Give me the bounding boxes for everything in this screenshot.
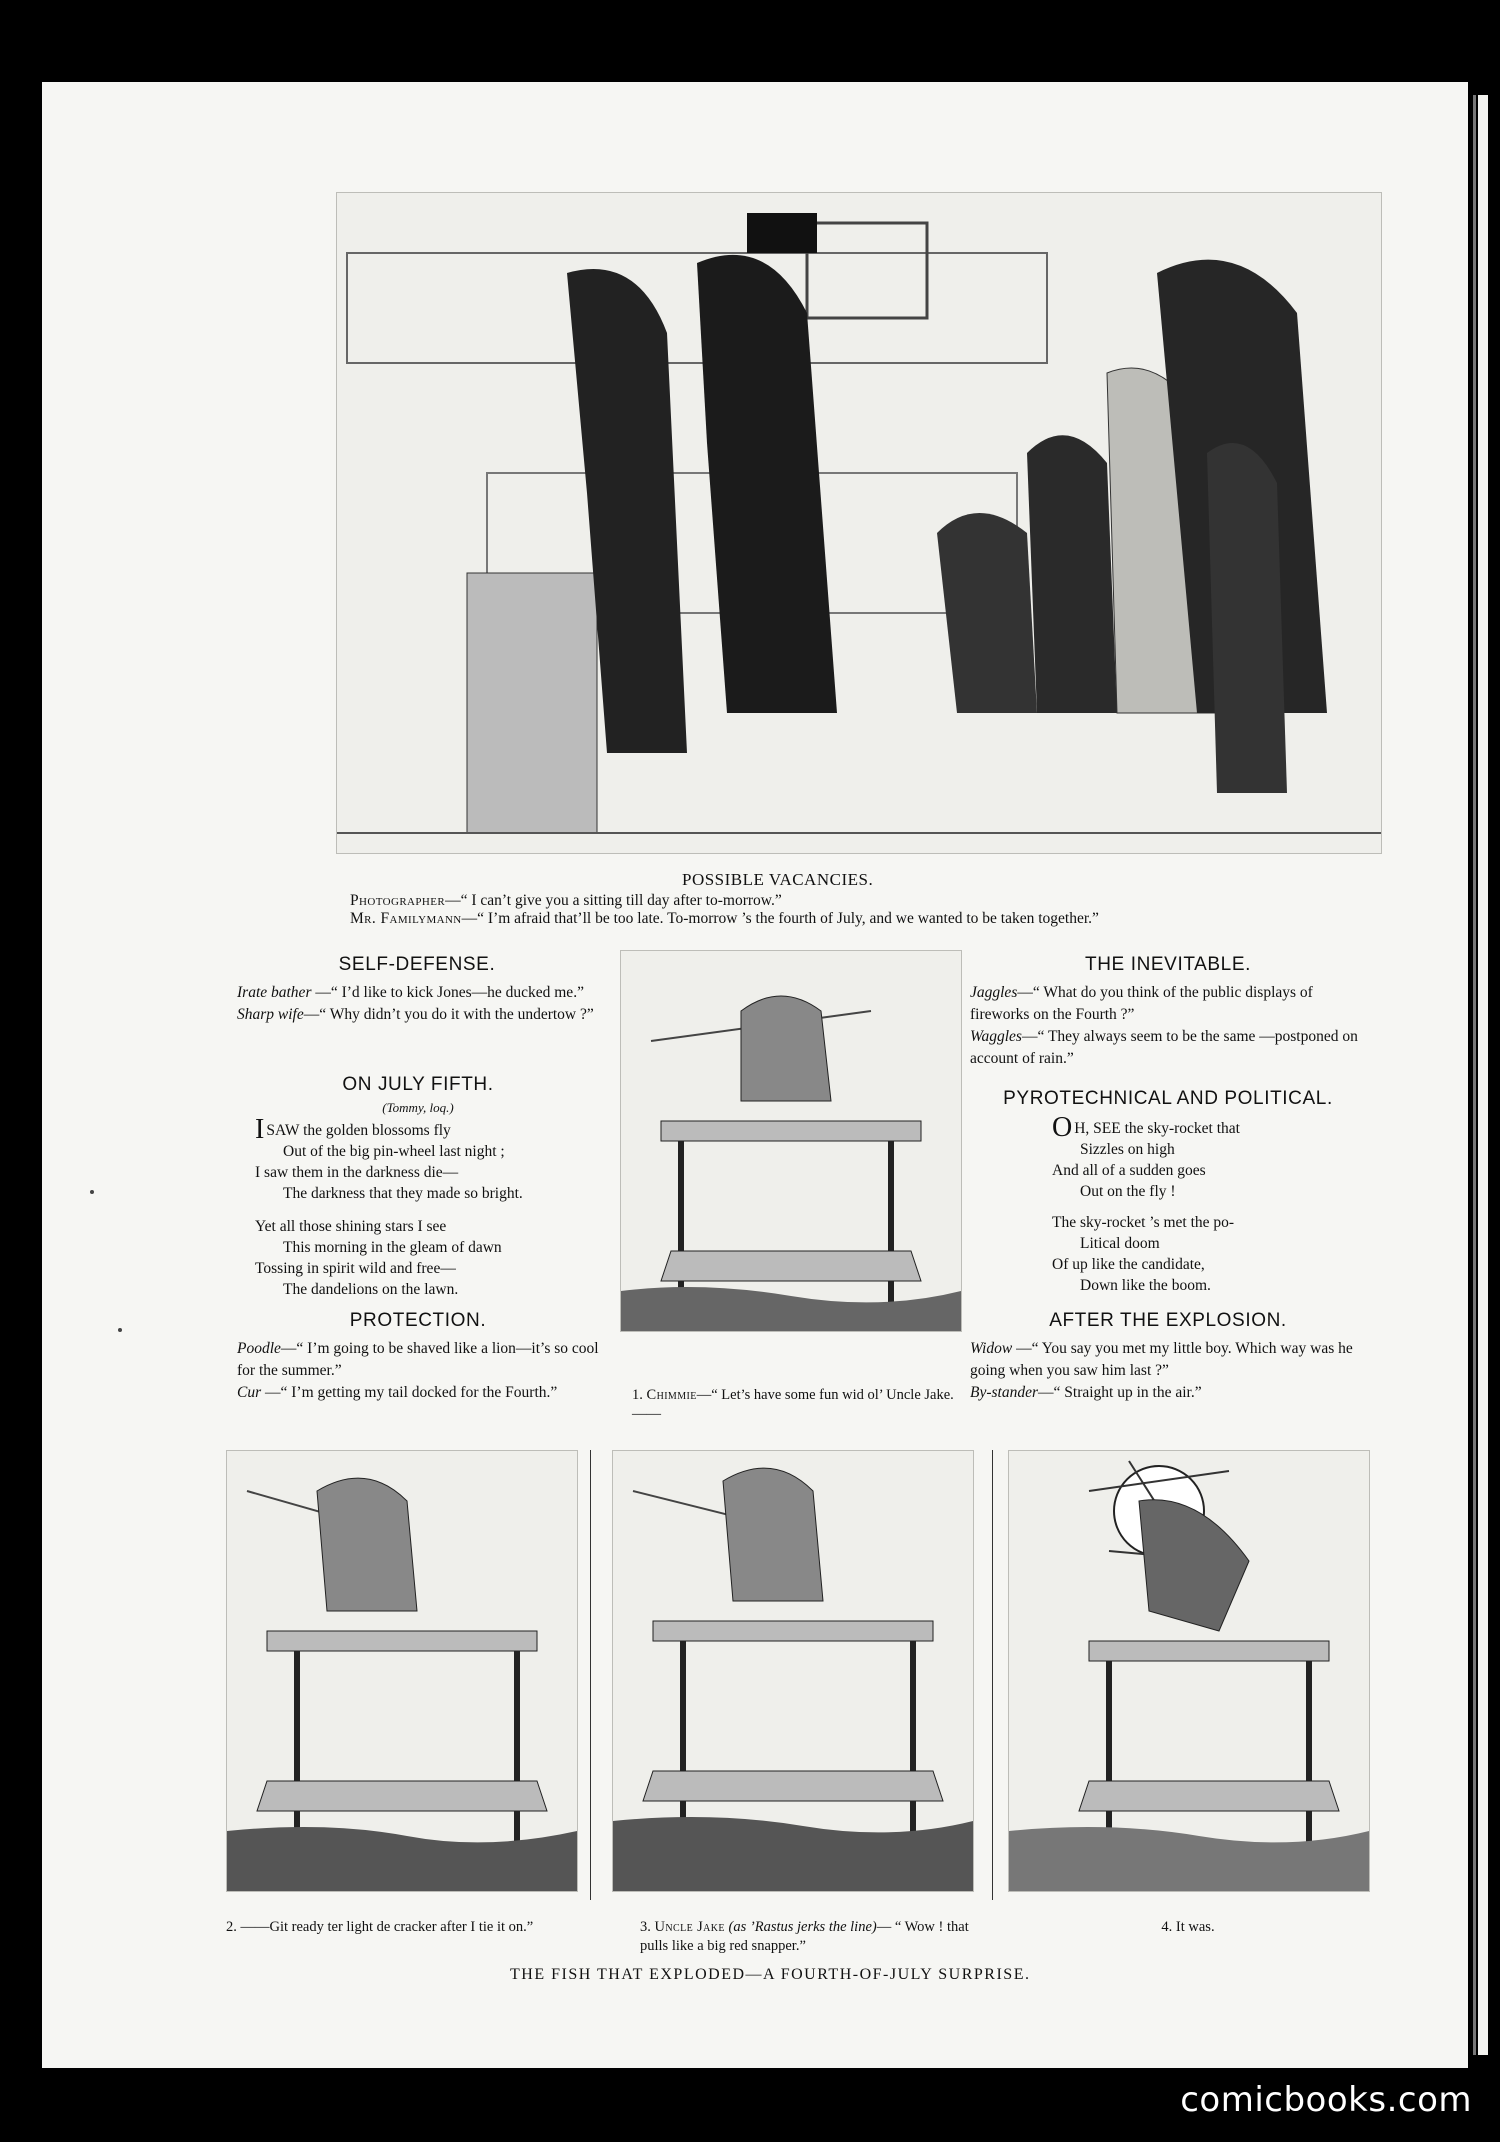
panel-4-caption: 4. It was. — [1161, 1919, 1215, 1935]
panel-1-caption: 1. Chimmie—“ Let’s have some fun wid ol’ Uncle Jake.—— — [632, 1387, 954, 1422]
adjacent-page — [1478, 95, 1488, 2055]
comic-panel-2 — [226, 1450, 578, 1892]
poem-july-fifth: ISAW the golden blossoms fly Out of the big pin-wheel last night ; I saw them in the darkness die— The darkness that they made so bright. Yet all those shining stars I see This morning in the gleam of dawn Tossing in spirit wild and free— The dandelions on the lawn. — [255, 1114, 523, 1298]
comic-title: THE FISH THAT EXPLODED—A FOURTH-OF-JULY SURPRISE. — [510, 1966, 1031, 1983]
illustration-photographer-family — [336, 192, 1382, 854]
heading-inevitable: THE INEVITABLE. — [1085, 954, 1251, 975]
scan-speck — [90, 1190, 94, 1194]
comic-panel-1 — [620, 950, 962, 1332]
self-defense-text: Irate bather —“ I’d like to kick Jones—he ducked me.” Sharp wife—“ Why didn’t you do it with the undertow ?” — [237, 984, 594, 1023]
panel-2-caption: 2. ——Git ready ter light de cracker after I tie it on.” — [226, 1919, 534, 1935]
panel-divider-2 — [992, 1450, 993, 1900]
comic-panel-4 — [1008, 1450, 1370, 1892]
heading-after-explosion: AFTER THE EXPLOSION. — [1049, 1310, 1287, 1331]
panel-3-caption: 3. Uncle Jake (as ’Rastus jerks the line)— “ Wow ! that pulls like a big red snapper.” — [640, 1919, 969, 1954]
inevitable-text: Jaggles—“ What do you think of the public displays of fireworks on the Fourth ?” Waggles—“ They always seem to be the same —postponed on account of rain.” — [970, 984, 1358, 1067]
caption-title: POSSIBLE VACANCIES. — [682, 870, 874, 889]
poem-pyrotechnical: O H, SEE the sky-rocket that Sizzles on high And all of a sudden goes Out on the fly ! The sky-rocket ’s met the po- Litical doom Of up like the candidate, Down like the boom. — [1052, 1112, 1240, 1294]
caption-line-1: Photographer—“ I can’t give you a sitting till day after to-morrow.” — [350, 892, 782, 909]
comic-panel-3 — [612, 1450, 974, 1892]
scan-speck — [118, 1328, 122, 1332]
heading-self-defense: SELF-DEFENSE. — [338, 954, 496, 975]
watermark: comicbooks.com — [1180, 2080, 1472, 2120]
heading-july-fifth: ON JULY FIFTH. — [342, 1074, 494, 1095]
adjacent-page-edge — [1473, 95, 1476, 2055]
protection-text: Poodle—“ I’m going to be shaved like a lion—it’s so cool for the summer.” Cur —“ I’m getting my tail docked for the Fourth.” — [237, 1340, 599, 1401]
poem-attribution: (Tommy, loq.) — [382, 1100, 454, 1115]
heading-protection: PROTECTION. — [349, 1310, 487, 1331]
panel-divider-1 — [590, 1450, 591, 1900]
caption-line-2: Mr. Familymann—“ I’m afraid that’ll be too late. To-morrow ’s the fourth of July, and we wanted to be taken together.” — [350, 910, 1099, 927]
after-explosion-text: Widow —“ You say you met my little boy. Which way was he going when you saw him last ?” By-stander—“ Straight up in the air.” — [970, 1340, 1353, 1401]
heading-pyrotechnical: PYROTECHNICAL AND POLITICAL. — [1003, 1088, 1333, 1109]
